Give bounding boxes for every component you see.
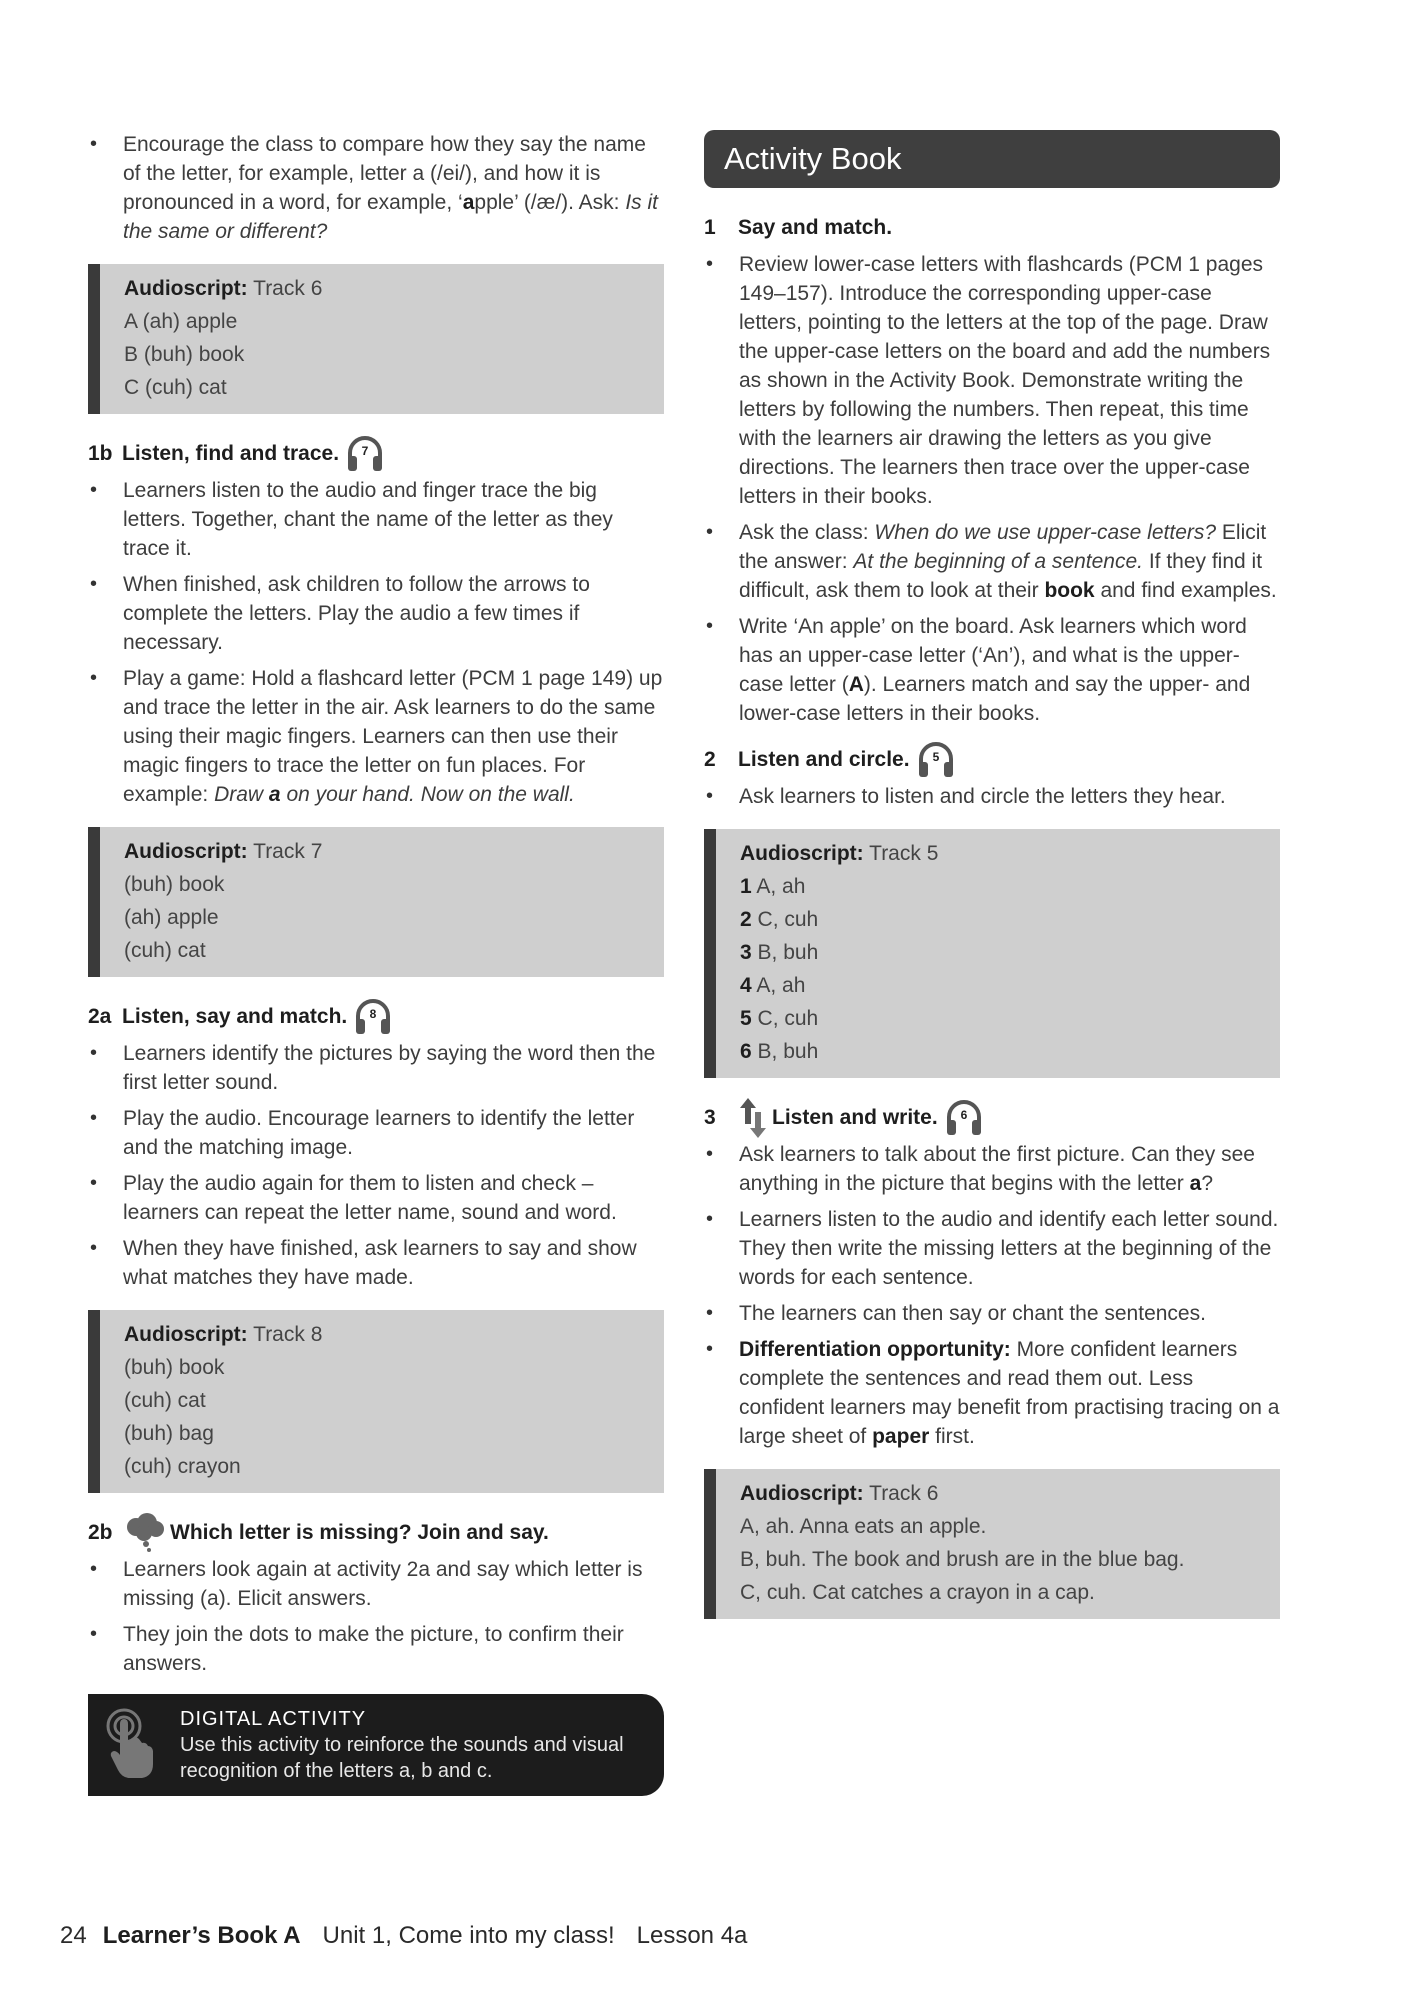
audioscript-title: Audioscript: Track 7 [124, 840, 323, 863]
section-title: Listen and circle. [738, 748, 910, 771]
activity-book-header: Activity Book [704, 130, 1280, 188]
section-title: Listen and write. [772, 1106, 938, 1129]
list-item: • They join the dots to make the picture, to confirm their answers. [88, 1620, 664, 1678]
list-item: • Differentiation opportunity: More confident learners complete the sentences and read them out. Less confident learners may benefit from practising tracing on a large sheet of paper first. [704, 1335, 1280, 1451]
list-item: • Review lower-case letters with flashcards (PCM 1 pages 149–157). Introduce the corresponding upper-case letters, pointing to the letters at the top of the page. Draw the upper-case letters on the board and add the numbers as shown in the Activity Book. Demonstrate writing the letters by following the numbers. Then repeat, this time with the learners air drawing the letters as you give directions. The learners then trace over the upper-case letters in their books. [704, 250, 1280, 511]
touch-hand-icon [102, 1706, 160, 1780]
digital-activity-title: DIGITAL ACTIVITY [180, 1708, 367, 1730]
list-item: • Ask the class: When do we use upper-case letters? Elicit the answer: At the beginning of a sentence. If they find it difficult, ask them to look at their book and find examples. [704, 518, 1280, 605]
audioscript-line: (buh) book [124, 1356, 225, 1379]
section-number: 2a [88, 1005, 112, 1028]
list-item: • The learners can then say or chant the sentences. [704, 1299, 1280, 1328]
audioscript-title: Audioscript: Track 5 [740, 842, 939, 865]
digital-activity-box [88, 1694, 664, 1796]
section-title: Listen, find and trace. [122, 442, 340, 465]
audioscript-line: (cuh) cat [124, 1389, 206, 1412]
audioscript-track-7-box [88, 827, 664, 977]
audioscript-line: (buh) book [124, 873, 225, 896]
audioscript-title: Audioscript: Track 6 [740, 1482, 939, 1505]
up-down-arrows-icon [738, 1096, 768, 1140]
audioscript-line: (ah) apple [124, 906, 219, 929]
audioscript-title: Audioscript: Track 6 [124, 277, 323, 300]
audioscript-line: A, ah. Anna eats an apple. [740, 1515, 987, 1538]
audioscript-line: 4 A, ah [740, 974, 806, 997]
section-heading-1 [704, 210, 1280, 246]
thinking-cloud-icon [122, 1513, 166, 1553]
list-item: • Play a game: Hold a flashcard letter (PCM 1 page 149) up and trace the letter in the air. Ask learners to do the same using their magic fingers. Learners can then use their magic fingers to trace the letter on fun places. For example: Draw a on your hand. Now on the wall. [88, 664, 664, 809]
section-heading-3 [704, 1100, 1280, 1136]
section-3-list [704, 1140, 1280, 1451]
audioscript-line: B, buh. The book and brush are in the blue bag. [740, 1548, 1185, 1571]
section-1-list [704, 250, 1280, 728]
list-item: • Encourage the class to compare how they say the name of the letter, for example, letter a (/ei/), and how it is pronounced in a word, for example, ‘apple’ (/æ/). Ask: Is it the same or different? [88, 130, 664, 246]
headphones-icon [944, 1098, 984, 1138]
audioscript-title: Audioscript: Track 8 [124, 1323, 323, 1346]
list-item: • Learners listen to the audio and identify each letter sound. They then write the missing letters at the beginning of the words for each sentence. [704, 1205, 1280, 1292]
audioscript-line: 6 B, buh [740, 1040, 819, 1063]
audioscript-line: C (cuh) cat [124, 376, 227, 399]
section-heading-2a [88, 999, 664, 1035]
list-item: • Ask learners to talk about the first picture. Can they see anything in the picture that begins with the letter a? [704, 1140, 1280, 1198]
audioscript-line: 5 C, cuh [740, 1007, 819, 1030]
section-1b-list [88, 476, 664, 809]
audioscript-line: (buh) bag [124, 1422, 214, 1445]
section-number: 2b [88, 1521, 113, 1544]
audioscript-line: 3 B, buh [740, 941, 819, 964]
audioscript-line: C, cuh. Cat catches a crayon in a cap. [740, 1581, 1095, 1604]
lesson-title: Lesson 4a [636, 1922, 748, 1949]
track-number: 8 [369, 1007, 377, 1021]
section-2b-list [88, 1555, 664, 1678]
audioscript-track-6-box [704, 1469, 1280, 1619]
page-footer [60, 1922, 769, 1950]
section-title: Listen, say and match. [122, 1005, 348, 1028]
list-item: • Learners listen to the audio and finger trace the big letters. Together, chant the name of the letter as they trace it. [88, 476, 664, 563]
list-item: • When they have finished, ask learners to say and show what matches they have made. [88, 1234, 664, 1292]
list-item: • Ask learners to listen and circle the letters they hear. [704, 782, 1280, 811]
section-title: Say and match. [738, 216, 893, 239]
section-title: Which letter is missing? Join and say. [170, 1521, 549, 1544]
book-title: Learner’s Book A [102, 1922, 301, 1949]
section-number: 1b [88, 442, 113, 465]
list-item: • Play the audio again for them to listen and check – learners can repeat the letter name, sound and word. [88, 1169, 664, 1227]
headphones-icon [916, 740, 956, 780]
headphones-icon [345, 434, 385, 474]
section-2a-list [88, 1039, 664, 1292]
left-column [88, 130, 664, 1796]
section-heading-1b [88, 436, 664, 472]
section-number: 2 [704, 748, 716, 771]
audioscript-track-8-box [88, 1310, 664, 1493]
list-item: • Play the audio. Encourage learners to identify the letter and the matching image. [88, 1104, 664, 1162]
audioscript-line: (cuh) crayon [124, 1455, 241, 1478]
section-number: 1 [704, 216, 716, 239]
list-item: • Learners look again at activity 2a and say which letter is missing (a). Elicit answers. [88, 1555, 664, 1613]
unit-title: Unit 1, Come into my class! [322, 1922, 615, 1949]
audioscript-track-5-box [704, 829, 1280, 1078]
track-number: 5 [932, 750, 939, 764]
track-number: 6 [960, 1108, 968, 1122]
track-number: 7 [361, 444, 369, 458]
digital-activity-text: Use this activity to reinforce the sounds and visual recognition of the letters a, b and c. [180, 1734, 624, 1782]
audioscript-line: 2 C, cuh [740, 908, 819, 931]
audioscript-track-6-box [88, 264, 664, 414]
audioscript-line: (cuh) cat [124, 939, 206, 962]
section-2-list [704, 782, 1280, 811]
list-item: • When finished, ask children to follow the arrows to complete the letters. Play the audio a few times if necessary. [88, 570, 664, 657]
audioscript-line: B (buh) book [124, 343, 245, 366]
page-number: 24 [60, 1922, 87, 1949]
audioscript-line: 1 A, ah [740, 875, 806, 898]
list-item: • Write ‘An apple’ on the board. Ask learners which word has an upper-case letter (‘An’), and what is the upper-case letter (A). Learners match and say the upper- and lower-case letters in their books. [704, 612, 1280, 728]
section-heading-2b [88, 1515, 664, 1551]
section-number: 3 [704, 1106, 716, 1129]
section-heading-2 [704, 742, 1280, 778]
intro-list [88, 130, 664, 246]
list-item: • Learners identify the pictures by saying the word then the first letter sound. [88, 1039, 664, 1097]
audioscript-line: A (ah) apple [124, 310, 238, 333]
headphones-icon [353, 997, 393, 1037]
digital-activity-content [180, 1706, 644, 1784]
right-column [704, 130, 1280, 1641]
